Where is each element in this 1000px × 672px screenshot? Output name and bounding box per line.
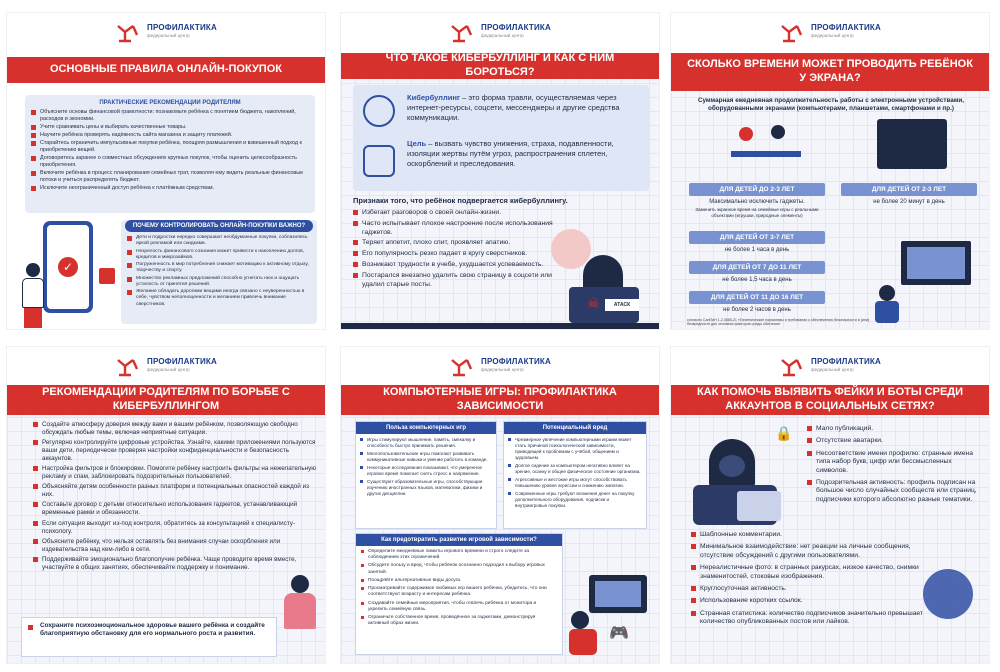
list-item-text: Странная статистика: количество подписчиков значительно превышает количество опубликованных постов или лайков. [700,609,923,625]
list-item [353,239,553,248]
signs-top-list [807,425,985,508]
harm-heading: Потенциальный вред [504,422,646,434]
gamepad-icon: 🎮 [609,625,629,642]
list-item [360,465,492,477]
logo-chair-icon [779,357,805,377]
bullet-icon [807,438,812,443]
laptop-screen: АТАСК [605,299,639,311]
benefits-box [355,421,497,529]
list-item [33,421,317,437]
list-item-text: Дети и подростки нередко совершают необдуманные покупки, соблазняясь яркой рекламой или скидками. [136,235,308,247]
list-item [33,501,317,517]
list-item [33,439,317,463]
list-item [361,601,557,613]
bullet-icon [353,273,358,278]
list-item-text: Нереалистичные фото: в странных ракурсах, низкое качество, снимки знаменитостей, стоковые изображения. [700,564,919,580]
list-item [33,556,317,572]
age-7-11-heading: ДЛЯ ДЕТЕЙ ОТ 7 ДО 11 ЛЕТ [689,261,825,274]
brand-logo [449,23,551,43]
bullet-icon [691,611,696,616]
logo-chair-icon [115,23,141,43]
list-item-text: Регулярно контролируйте цифровые устройства. Узнайте, какими приложениями пользуются ваши дети, периодически проверяя настройки конфиденциальности и безопасность аккаунтов. [42,439,316,463]
list-item-text: Круглосуточная активность. [700,584,787,592]
list-item [360,451,492,463]
brand-sub: федеральный центр [811,33,854,38]
age-2-3-value: не более 20 минут в день [873,199,945,205]
panel-title: КАК ПОМОЧЬ ВЫЯВИТЬ ФЕЙКИ И БОТЫ СРЕДИ АККАУНТОВ В СОЦИАЛЬНЫХ СЕТЯХ? [671,385,989,415]
skull-icon: ☠ [587,295,600,311]
bullet-icon [33,466,38,471]
bullet-icon [31,125,36,130]
bullet-icon [127,290,132,295]
bullet-icon [127,263,132,268]
list-item-text: Долгое сидение за компьютером негативно влияет на зрение, осанку и общее физическое состояние организма. [515,462,641,474]
recommendations-list [33,421,317,574]
list-item-text: Использование коротких ссылок. [700,597,803,605]
list-item [807,479,985,504]
logo-chair-icon [449,357,475,377]
bullet-icon [807,451,812,456]
list-item-text: Мало публикаций. [816,425,874,432]
intro-text: Суммарная ежедневная продолжительность работы с электронными устройствами, оборудованными экранами (компьютерами, планшетами, смартфонами и пр.) [697,97,965,113]
signs-list [353,209,553,292]
list-item-text: Подозрительная активность: профиль подписан на большое число случайных сообществ или страниц, подписчики которого абсолютно разные тематики. [816,478,977,503]
brand-sub: федеральный центр [147,367,190,372]
panel-online-shopping [6,12,326,330]
list-item-text: Обсудите пользу и вред, чтобы ребёнок осознанно подходил к выбору игровых занятий. [368,563,545,575]
bullet-icon [361,587,364,590]
list-item-text: Теряет аппетит, плохо спит, проявляет апатию. [362,239,511,247]
bullet-icon [691,565,696,570]
list-item-text: Постарался внезапно удалить свою страницу в соцсети или удалил старые посты. [362,271,552,288]
benefits-list [356,434,496,502]
list-item-text: Агрессивные и жестокие игры могут способствовать повышению уровня агрессии и снижению эмпатии. [515,476,627,488]
list-item [508,477,642,489]
age-7-11-value: не более 1,5 часа в день [722,277,792,283]
list-item-text: Создавайте семейные мероприятия, чтобы отвлечь ребёнка от монитора и укрепить семейную связь. [368,600,537,612]
bullet-icon [353,251,358,256]
bullet-icon [361,616,364,619]
panel-screen-time [670,12,990,330]
bullet-icon [33,502,38,507]
list-item-text: Его популярность резко падает в кругу сверстников. [362,250,528,258]
bullet-icon [508,478,511,481]
footer-bullet [28,625,33,630]
list-item [31,185,309,192]
list-item [127,289,311,308]
bullet-icon [31,186,36,191]
recommendations-list [31,109,309,192]
bullet-icon [360,480,363,483]
harm-list [504,434,646,514]
bullet-icon [31,133,36,138]
logo-chair-icon [779,23,805,43]
list-item [807,450,985,475]
list-item [691,543,931,560]
list-item-text: Определите ежедневные лимиты игрового времени и строго следите за соблюдением этих ограничений. [368,549,529,561]
bullet-icon [353,240,358,245]
panel-fake-accounts [670,346,990,664]
list-item [360,437,492,449]
woman-illustration [19,263,47,329]
list-item-text: Желание обладать дорогими вещами иногда связано с неуверенностью в себе, чувством неполноценности и желанием привлечь внимание сверстников. [136,289,305,307]
list-item [33,483,317,499]
bullet-icon [33,539,38,544]
list-item [691,564,931,581]
bullet-icon [31,141,36,146]
shield-badge-icon [923,569,973,619]
bullet-icon [360,466,363,469]
brand-name: ПРОФИЛАКТИКА [481,23,551,32]
bullet-icon [360,452,363,455]
list-item-text: Научите ребёнка проверять надёжность сайта магазина и защиту платежей. [40,132,233,139]
logo-chair-icon [449,23,475,43]
list-item-text: Старайтесь ограничить импульсивные покупки ребёнка, поощряя размышления и взвешенный подход к приобретению вещей. [40,140,302,154]
bullet-icon [353,210,358,215]
brand-sub: федеральный центр [147,33,190,38]
list-item [127,249,311,262]
brand-logo [115,23,217,43]
list-item-text: Незрелость финансового сознания может привести к накоплению долгов, кредитов и микрозаймов. [136,248,305,260]
list-item [33,538,317,554]
signs-heading: Признаки того, что ребёнок подвергается кибербуллингу. [353,196,568,205]
signs-bottom-list [691,531,931,630]
bullet-icon [508,464,511,467]
bullet-icon [691,598,696,603]
list-item-text: Поощряйте альтернативные виды досуга. [368,577,462,583]
bullet-icon [33,422,38,427]
list-item [508,463,642,475]
check-icon: ✓ [58,257,78,277]
definition-text: – это форма травли, осуществляемая через интернет-ресурсы, соцсети, мессенджеры и другие средства коммуникации. [407,93,620,122]
footer-box [21,617,277,657]
list-item-text: Чрезмерное увлечение компьютерными играми может стать причиной психологической зависимости, приводящей к проблемам с учёбой, общением и здоровьем. [515,437,632,460]
bullet-icon [127,277,132,282]
why-control-box [121,220,317,324]
why-control-list [121,232,317,308]
list-item-text: Возникают трудности в учебе, ухудшается успеваемость. [362,261,544,269]
bullet-icon [31,110,36,115]
brand-name: ПРОФИЛАКТИКА [481,357,551,366]
definition-term: Кибербуллинг [407,93,460,102]
panel-parent-recommendations [6,346,326,664]
list-item [31,155,309,169]
list-item [31,170,309,184]
bullet-icon [508,438,511,441]
bullet-icon [691,586,696,591]
bullet-icon [361,564,364,567]
list-item-text: Избегает разговоров о своей онлайн-жизни. [362,209,502,216]
list-item-text: Ограничьте собственное время, проведённое за гаджетами, демонстрируя активный образ жизни. [368,615,536,627]
bullet-icon [31,171,36,176]
footnote: согласно СанПиН 1.2.3685-21 «Гигиенические нормативы и требования к обеспечению безопасности и (или) безвредности для человека факторов среды обитания» [687,318,870,327]
bullet-icon [508,492,511,495]
list-item-text: Погруженность в мир потребления снижает мотивацию к активному отдыху, творчеству и спорту. [136,262,309,274]
list-item [127,262,311,275]
panel-title: ЧТО ТАКОЕ КИБЕРБУЛЛИНГ И КАК С НИМ БОРОТЬСЯ? [341,53,659,79]
list-item-text: Отсутствие аватарки. [816,437,883,445]
list-item [353,250,553,259]
definition-box [353,85,649,191]
list-item-text: Исключите неограниченный доступ ребёнка к платёжным средствам. [40,185,215,192]
age-0-3-note: Заменить экранное время на семейные игры с реальными объектами (игрушки, природные элементы) [695,207,819,218]
list-item-text: Некоторые исследования показывают, что умеренное игровое время помогает снять стресс и напряжение. [367,464,483,476]
list-item [360,479,492,497]
tv-illustration [877,119,947,169]
list-item-text: Существуют образовательные игры, способствующие изучению иностранных языков, математики, физики и других дисциплин. [367,478,483,496]
list-item [31,132,309,139]
list-item [691,585,931,593]
goal-text: – вызвать чувство унижения, страха, подавленности, изоляции жертвы путём угроз, распространения сплетен, оскорблений и преследования. [407,139,614,168]
bullet-icon [33,440,38,445]
prevention-heading: Как предотвратить развитие игровой зависимости? [356,534,562,546]
bully-icon [363,145,395,177]
recommendations-heading: ПРАКТИЧЕСКИЕ РЕКОМЕНДАЦИИ РОДИТЕЛЯМ [99,100,241,106]
bullet-icon [361,602,364,605]
list-item [31,140,309,154]
age-0-3-heading: ДЛЯ ДЕТЕЙ ДО 2-3 ЛЕТ [689,183,825,196]
panel-title: РЕКОМЕНДАЦИИ РОДИТЕЛЯМ ПО БОРЬБЕ С КИБЕРБУЛЛИНГОМ [7,385,325,415]
footer-text: Сохраните психоэмоциональное здоровье вашего ребёнка и создайте благоприятную обстановку для его нормального роста и развития. [40,622,265,638]
list-item-text: Часто испытывает плохое настроение после использования гаджетов. [362,219,553,236]
list-item-text: Просматривайте содержимое любимых игр вашего ребёнка, убедитесь, что они соответствуют возрасту и интересам ребёнка. [368,586,547,598]
list-item [31,124,309,131]
prevention-box [355,533,563,655]
list-item [33,465,317,481]
list-item-text: Если ситуация выходит из-под контроля, обратитесь за консультацией к специалисту-психологу. [42,519,296,535]
bullet-icon [361,550,364,553]
panel-title: ОСНОВНЫЕ ПРАВИЛА ОНЛАЙН-ПОКУПОК [7,57,325,83]
list-item [353,261,553,270]
list-item-text: Современные игры требуют вложения денег на покупку дополнительного оборудования, подписки и внутриигровые покупки. [515,490,635,508]
list-item-text: Объясняйте детям особенности разных платформ и потенциальных опасностей каждой из них. [42,483,309,499]
harm-box [503,421,647,529]
brand-logo [779,23,881,43]
list-item-text: Поддерживайте эмоционально благополучие ребёнка. Чаще проводите время вместе, участвуйте в общих занятиях, обеспечивайте поддержку и понимание. [42,555,297,571]
brand-logo [779,357,881,377]
list-item-text: Создайте атмосферу доверия между вами и вашим ребёнком, позволяющую свободно обсуждать любые темы, включая неприятные ситуации. [42,421,298,437]
list-item-text: Многопользовательские игры помогают развивать коммуникативные навыки и умение работать в команде. [367,450,488,462]
phone-illustration [43,221,93,313]
bullet-icon [33,557,38,562]
bullet-icon [691,544,696,549]
list-item-text: Включите ребёнка в процесс планирования семейных трат, позволяя ему видеть реальные финансовые потоки и учиться распределять бюджет. [40,170,304,184]
panel-title: КОМПЬЮТЕРНЫЕ ИГРЫ: ПРОФИЛАКТИКА ЗАВИСИМОСТИ [341,385,659,415]
list-item [361,586,557,598]
list-item [127,235,311,248]
list-item-text: Настройка фильтров и блокировки. Помогите ребёнку настроить фильтры на нежелательную рекламу и спам, заблокировать подозрительных пользователей. [42,465,316,481]
list-item-text: Шаблонные комментарии. [700,531,782,538]
hacker-illustration [563,235,643,325]
list-item-text: Минимальное взаимодействие: нет реакции на личные сообщения, отсутствие обсуждений с другими пользователями. [700,543,911,559]
list-item-text: Составьте договор с детьми относительно использования гаджетов, устанавливающий временные рамки и обязанности. [42,501,298,517]
brand-logo [449,357,551,377]
list-item-text: Договоритесь заранее о совместных обсуждениях крупных покупок, чтобы оценить целесообразность приобретения. [40,155,297,169]
bullet-icon [807,480,812,485]
prevention-list [356,546,562,633]
brand-sub: федеральный центр [481,33,524,38]
bullet-icon [127,236,132,241]
list-item [127,276,311,289]
bullet-icon [807,426,812,431]
list-item [691,531,931,539]
list-item [807,437,985,445]
brand-name: ПРОФИЛАКТИКА [147,23,217,32]
list-item [691,610,931,627]
family-illustration [721,121,811,181]
age-2-3-heading: ДЛЯ ДЕТЕЙ ОТ 2-3 ЛЕТ [841,183,977,196]
brand-logo [115,357,217,377]
list-item-text: Объясните основы финансовой грамотности: познакомьте ребёнка с понятием бюджета, накоплений, расходов и экономии. [40,109,296,123]
age-0-3-value: Максимально исключить гаджеты. [709,199,805,205]
bullet-icon [33,521,38,526]
bullet-icon [127,250,132,255]
list-item [31,109,309,123]
hacker-laptop-illustration [687,425,797,525]
kid-computer-illustration [871,235,981,325]
list-item [353,272,553,290]
brand-name: ПРОФИЛАКТИКА [147,357,217,366]
bullet-icon [353,221,358,226]
list-item [508,437,642,461]
list-item [33,520,317,536]
recommendations-box [25,95,315,213]
list-item-text: Множество рекламных предложений способно угнетать нюх и ощущать усталость от принятия решений. [136,275,300,287]
network-icon [363,95,395,127]
list-item [353,220,553,238]
list-item-text: Игры стимулируют мышление, память, смекалку и способность быстро принимать решения. [367,437,476,448]
bullet-icon [31,156,36,161]
list-item-text: Объясните ребёнку, что нельзя оставлять без внимания случаи оскорбления или издевательства над кем-либо в сети. [42,537,281,553]
bullet-icon [33,484,38,489]
list-item [361,563,557,575]
bullet-icon [353,262,358,267]
list-item [508,491,642,509]
age-11-16-heading: ДЛЯ ДЕТЕЙ ОТ 11 ДО 16 ЛЕТ [689,291,825,304]
list-item [361,549,557,561]
bullet-icon [360,438,363,441]
bullet-icon [691,532,696,537]
list-item-text: Несоответствие имени профилю: странные имена типа набор букв, цифр или бессмысленных символов. [816,449,973,474]
age-3-7-value: не более 1 часа в день [724,247,790,253]
list-item [807,425,985,433]
age-11-16-value: не более 2 часов в день [723,307,791,313]
brand-name: ПРОФИЛАКТИКА [811,357,881,366]
woman-phone-illustration [277,575,323,635]
brand-sub: федеральный центр [481,367,524,372]
gamer-illustration [569,571,653,657]
panel-title: СКОЛЬКО ВРЕМЕНИ МОЖЕТ ПРОВОДИТЬ РЕБЁНОК У ЭКРАНА? [671,53,989,91]
age-3-7-heading: ДЛЯ ДЕТЕЙ ОТ 3-7 ЛЕТ [689,231,825,244]
list-item-text: Учите сравнивать цены и выбирать качественные товары. [40,124,187,131]
list-item [691,597,931,605]
shield-icon [551,229,591,269]
brand-sub: федеральный центр [811,367,854,372]
bullet-icon [361,579,364,582]
brand-name: ПРОФИЛАКТИКА [811,23,881,32]
why-control-heading: ПОЧЕМУ КОНТРОЛИРОВАТЬ ОНЛАЙН-ПОКУПКИ ВАЖНО? [125,220,313,232]
shopping-bag-icon [99,268,115,284]
benefits-heading: Польза компьютерных игр [356,422,496,434]
goal-term: Цель [407,139,427,148]
lock-icon: 🔒 [775,425,793,441]
logo-chair-icon [115,357,141,377]
panel-computer-games [340,346,660,664]
list-item [361,578,557,584]
list-item [353,209,553,218]
panel-cyberbullying [340,12,660,330]
list-item [361,615,557,627]
